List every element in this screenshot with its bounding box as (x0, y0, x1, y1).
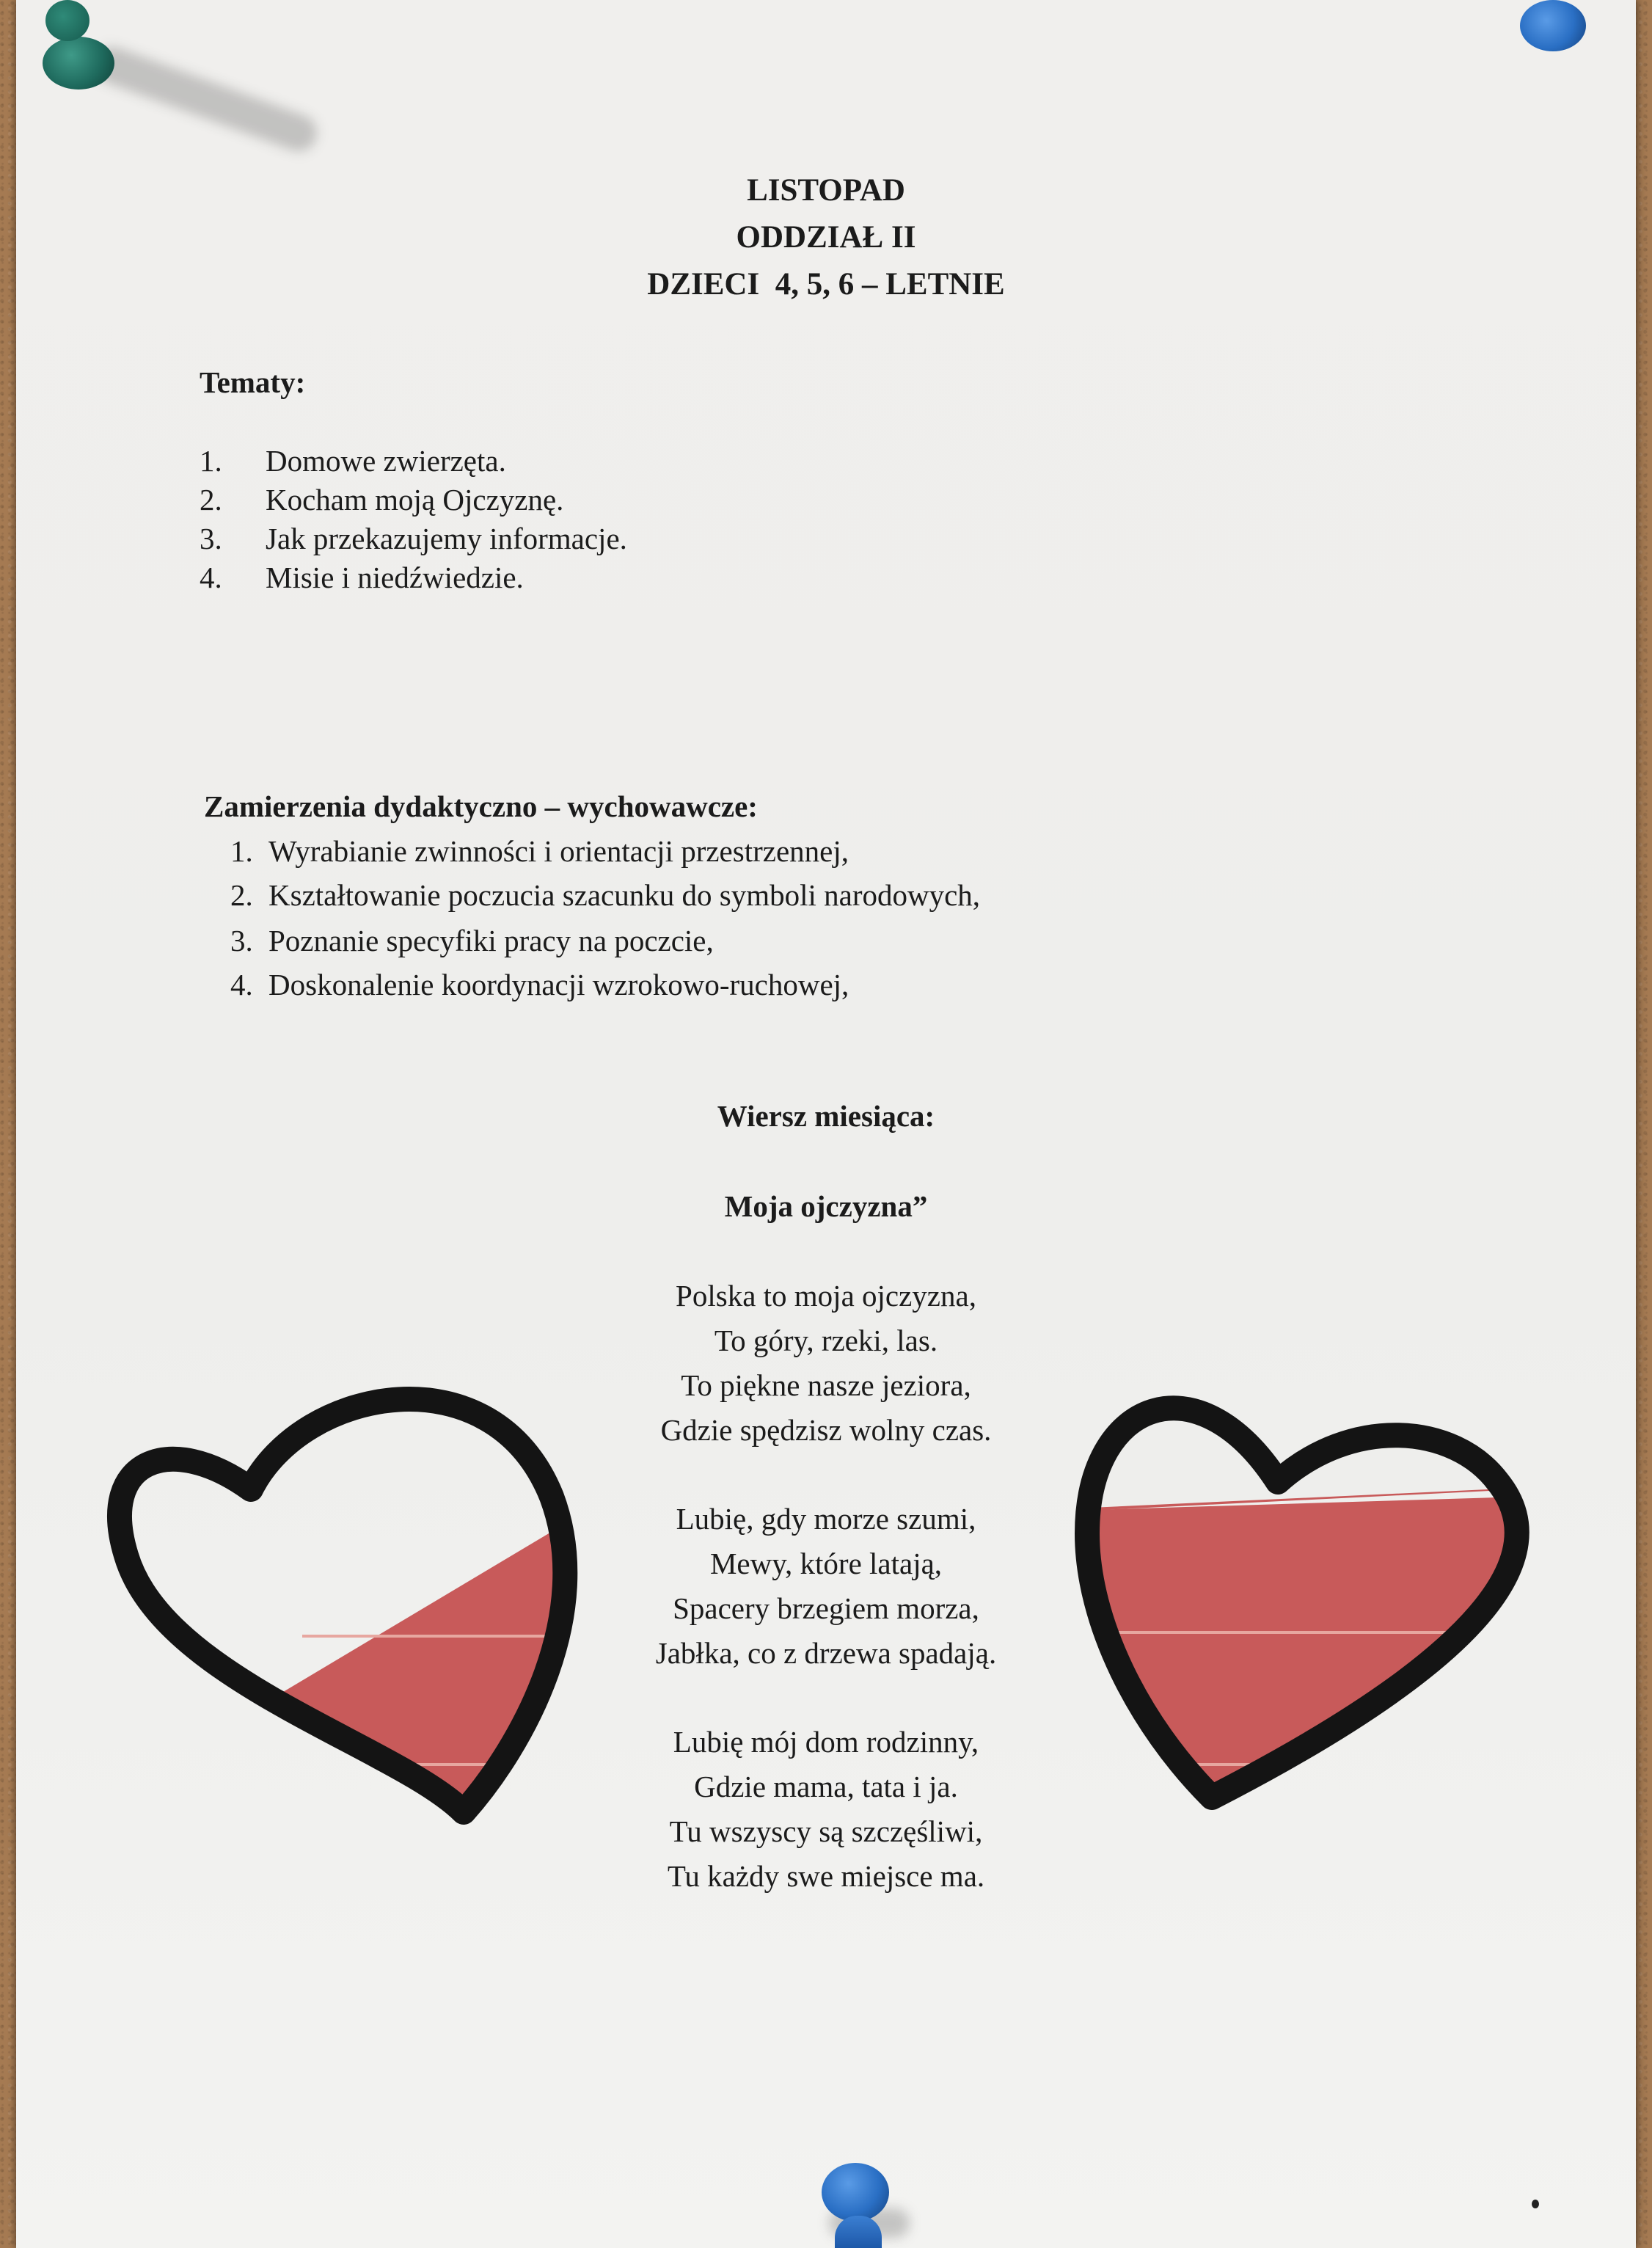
list-item-text: Wyrabianie zwinności i orientacji przestrzennej, (268, 834, 849, 868)
push-pin-icon (45, 0, 89, 41)
list-item-number: 2. (200, 483, 222, 517)
poem-line: Lubię mój dom rodzinny, (673, 1725, 979, 1759)
poem-title: Moja ojczyzna” (724, 1189, 928, 1223)
list-item-number: 2. (230, 878, 253, 912)
poem-line: Gdzie mama, tata i ja. (694, 1770, 958, 1803)
poem-line: To góry, rzeki, las. (714, 1324, 938, 1357)
poem-line: Mewy, które latają, (709, 1547, 943, 1580)
list-item-number: 1. (200, 444, 222, 478)
list-item-number: 4. (200, 561, 222, 594)
poem-section-heading: Wiersz miesiąca: (717, 1099, 935, 1133)
paper-sheet (16, 0, 1636, 2248)
list-item (230, 833, 849, 869)
list-item-number: 1. (230, 834, 253, 868)
push-pin-icon (822, 2163, 889, 2222)
push-pin-icon (43, 37, 114, 90)
header-month: LISTOPAD (747, 173, 905, 208)
list-item-number: 4. (230, 968, 253, 1001)
poem-line: Gdzie spędzisz wolny czas. (660, 1413, 992, 1447)
goals-heading: Zamierzenia dydaktyczno – wychowawcze: (204, 789, 758, 823)
poem-line: Jabłka, co z drzewa spadają. (655, 1636, 997, 1670)
heart-icon (82, 1335, 610, 1834)
list-item-text: Poznanie specyfiki pracy na poczcie, (268, 924, 714, 957)
poem-line: Lubię, gdy morze szumi, (676, 1502, 976, 1536)
list-item-text: Domowe zwierzęta. (266, 444, 506, 478)
list-item (230, 877, 980, 913)
push-pin-icon (1520, 0, 1586, 51)
heart-icon (1043, 1313, 1579, 1812)
list-item (230, 923, 714, 958)
list-item-number: 3. (200, 522, 222, 555)
list-item-text: Kocham moją Ojczyznę. (266, 483, 564, 517)
ink-dot (1532, 2200, 1539, 2208)
list-item-text: Kształtowanie poczucia szacunku do symboli narodowych, (268, 878, 981, 912)
poem-line: Tu każdy swe miejsce ma. (667, 1859, 985, 1893)
topics-heading: Tematy: (200, 365, 306, 399)
page-header (16, 167, 1636, 308)
poem-line: Tu wszyscy są szczęśliwi, (669, 1814, 983, 1848)
list-item-text: Misie i niedźwiedzie. (266, 561, 524, 594)
poem-line: Polska to moja ojczyzna, (676, 1279, 976, 1313)
header-age: DZIECI 4, 5, 6 – LETNIE (647, 267, 1005, 302)
poem-line: To piękne nasze jeziora, (681, 1368, 971, 1402)
header-group: ODDZIAŁ II (736, 220, 916, 255)
list-item-text: Doskonalenie koordynacji wzrokowo-ruchowej, (268, 968, 849, 1001)
list-item (230, 967, 849, 1002)
list-item-text: Jak przekazujemy informacje. (266, 522, 627, 555)
poem-line: Spacery brzegiem morza, (673, 1591, 979, 1625)
list-item-number: 3. (230, 924, 253, 957)
